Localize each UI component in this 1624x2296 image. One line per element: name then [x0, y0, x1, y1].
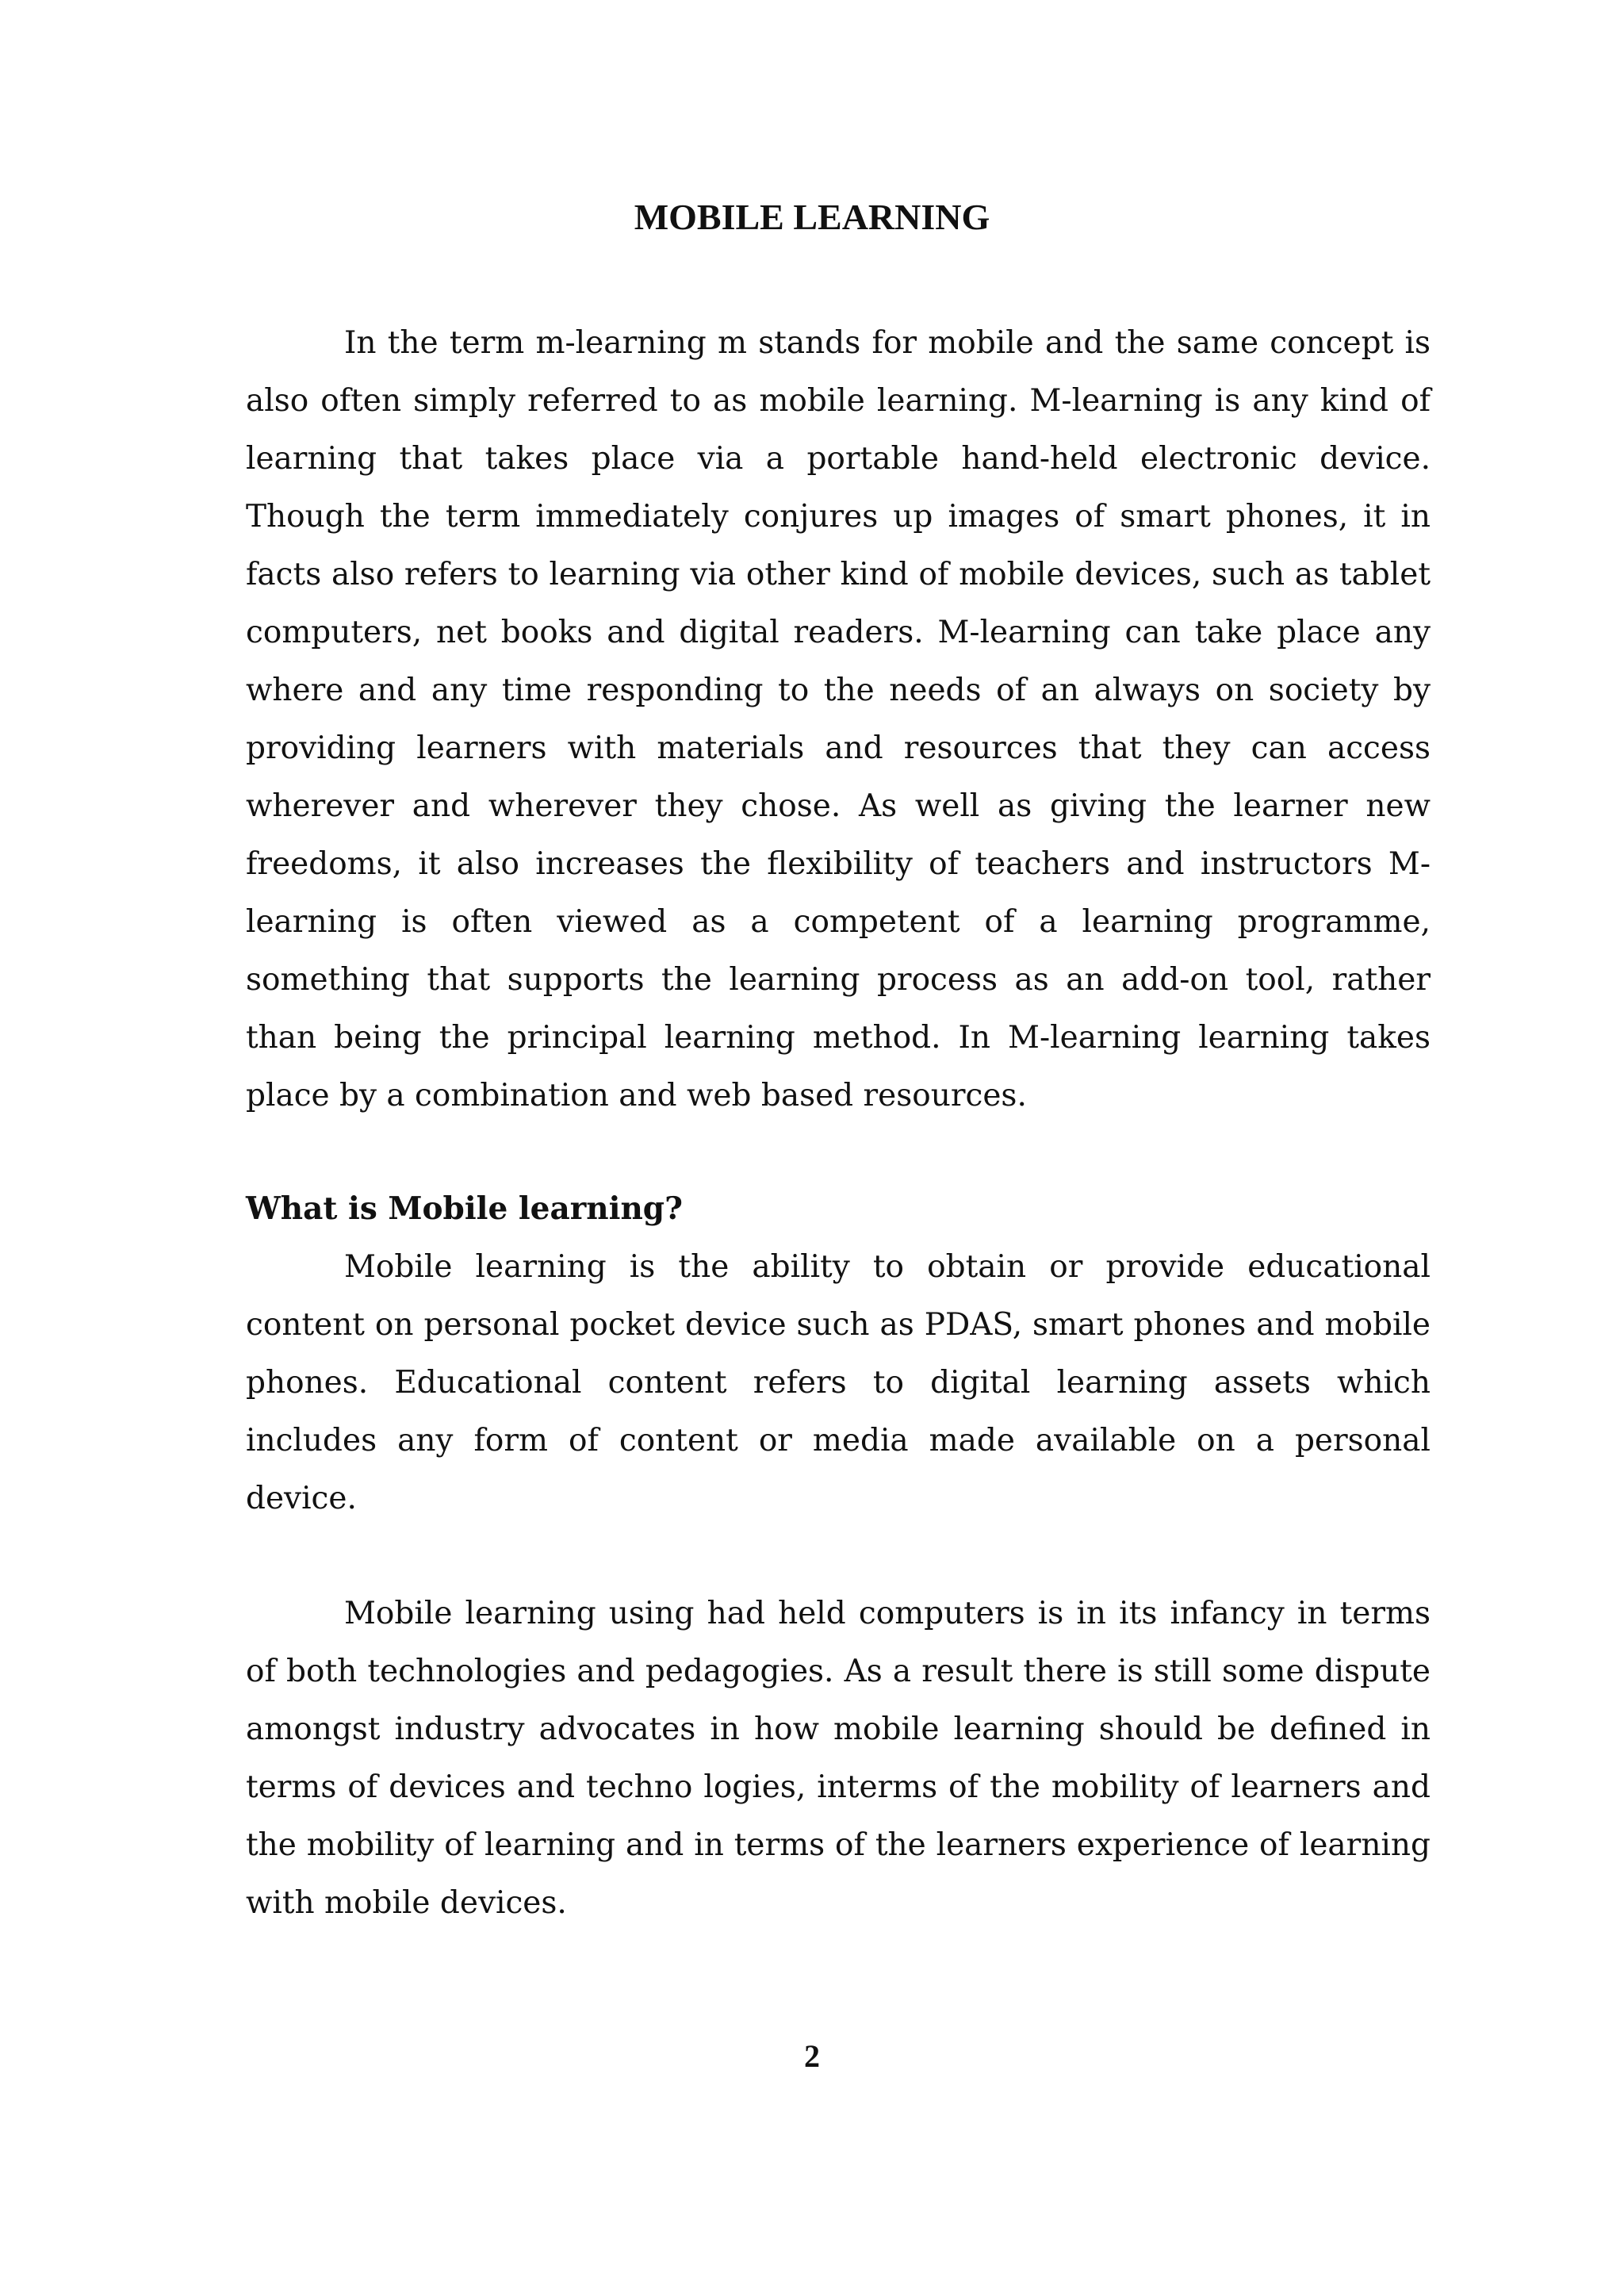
intro-paragraph: In the term m-learning m stands for mobile and the same concept is also often simply referred to as mobile learning. M-learning is any kind of learning that takes place via a portable hand-held electronic device. Though the term immediately conjures up images of smart phones, it in facts also refers to learning via other kind of mobile devices, such as tablet computers, net books and digital readers. M-learning can take place any where and any time responding to the needs of an always on society by providing learners with materials and resources that they can access wherever and wherever they chose. As well as giving the learner new freedoms, it also increases the flexibility of teachers and instructors M-learning is often viewed as a competent of a learning programme, something that supports the learning process as an add-on tool, rather than being the principal learning method. In M-learning learning takes place by a combination and web based resources. — [246, 325, 1431, 1114]
section-heading: What is Mobile learning? — [246, 1190, 683, 1227]
page-title: MOBILE LEARNING — [634, 197, 990, 237]
definition-paragraph: Mobile learning is the ability to obtain or provide educational content on personal pocket device such as PDAS, smart phones and mobile phones. Educational content refers to digital learning assets which includes any form of content or media made available on a personal device. — [246, 1249, 1431, 1516]
infancy-paragraph: Mobile learning using had held computers is in its infancy in terms of both technologies and pedagogies. As a result there is still some dispute amongst industry advocates in how mobile learning should be defined in terms of devices and techno logies, interms of the mobility of learners and the mobility of learning and in terms of the learners experience of learning with mobile devices. — [246, 1596, 1431, 1921]
page-number: 2 — [804, 2038, 820, 2074]
